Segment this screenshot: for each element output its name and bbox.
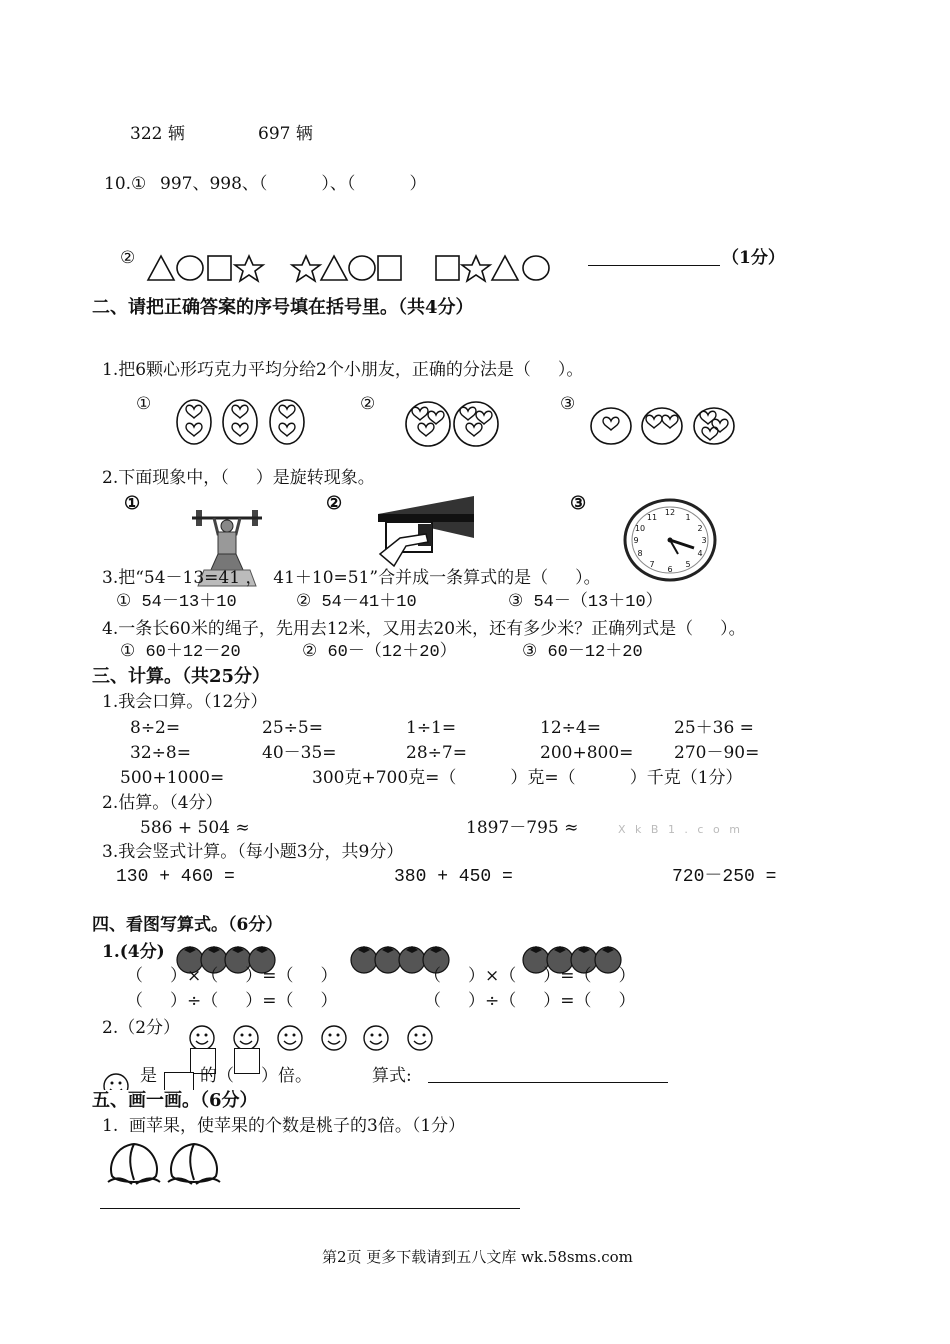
svg-text:4: 4 <box>697 549 703 558</box>
vertical-calc-3: 720－250 = <box>672 867 777 887</box>
s4-q2-label: 2.（2分） <box>102 1018 181 1038</box>
s4-q2-formula-label: 算式: <box>372 1066 412 1086</box>
drawing-line <box>100 1208 520 1209</box>
svg-text:10: 10 <box>634 524 646 533</box>
chocolate-groups-figure <box>170 398 740 448</box>
s4-q2-text-times: 的（ ）倍。 <box>200 1066 313 1086</box>
answer-line <box>588 265 720 266</box>
s4-q1-row1b: （ ）×（ ）=（ ） <box>424 966 636 986</box>
estimate-1: 586 + 504 ≈ <box>140 818 250 838</box>
s4-q1-row2a: （ ）÷（ ）=（ ） <box>126 991 338 1011</box>
q10-label: 10.① <box>104 174 147 194</box>
s2-q4-opt1: ① 60＋12－20 <box>120 643 241 662</box>
svg-text:6: 6 <box>667 565 673 574</box>
shape-sequence <box>146 254 566 284</box>
peach-pictures <box>106 1140 226 1186</box>
q10-sequence: 997、998、（ ）、（ ） <box>160 174 427 194</box>
section3-title: 三、计算。（共25分） <box>92 666 271 687</box>
s4-q1-label: 1.(4分) <box>102 942 165 962</box>
s2-q1-opt2: ② <box>360 394 376 414</box>
s2-q4-opt3: ③ 60－12＋20 <box>522 643 643 662</box>
svg-text:12: 12 <box>664 508 676 517</box>
svg-text:2: 2 <box>697 524 703 533</box>
s2-q4-opt2: ② 60－（12＋20） <box>302 643 457 662</box>
svg-text:7: 7 <box>649 560 655 569</box>
oral-calc: 270－90= <box>674 743 760 763</box>
svg-text:11: 11 <box>646 513 658 522</box>
s2-q4-text: 4.一条长60米的绳子，先用去12米，又用去20米，还有多少米？正确列式是（ ）。 <box>102 619 746 639</box>
oral-calc: 200+800= <box>540 743 634 763</box>
section5-title: 五、画一画。（6分） <box>92 1090 258 1111</box>
s2-q3-opt1: ① 54－13＋10 <box>116 593 237 612</box>
s4-q1-row2b: （ ）÷（ ）=（ ） <box>424 991 636 1011</box>
oral-calc: 1÷1= <box>406 718 457 738</box>
estimate-2: 1897－795 ≈ <box>466 818 579 838</box>
vertical-calc-1: 130 + 460 = <box>116 867 235 887</box>
oral-calc: 8÷2= <box>130 718 181 738</box>
oral-calc: 500+1000= <box>120 768 225 788</box>
s3-q1-title: 1.我会口算。（12分） <box>102 692 268 712</box>
svg-text:8: 8 <box>637 549 643 558</box>
car-count-b: 697 辆 <box>258 124 313 144</box>
drawer-picture <box>376 494 476 578</box>
vertical-calc-2: 380 + 450 = <box>394 867 513 887</box>
svg-text:9: 9 <box>633 536 639 545</box>
s2-q1-opt1: ① <box>136 394 152 414</box>
oral-calc: 40－35= <box>262 743 337 763</box>
oral-calc: 12÷4= <box>540 718 601 738</box>
clock-picture <box>622 498 718 582</box>
svg-text:1: 1 <box>685 513 691 522</box>
q10-2-label: ② <box>120 248 136 268</box>
s2-q3-text: 3.把“54－13=41 ， 41＋10=51”合并成一条算式的是（ ）。 <box>102 568 601 588</box>
unit-conversion: 300克+700克=（ ）克=（ ）千克（1分） <box>312 768 743 788</box>
s2-q2-opt2: ② <box>326 493 343 514</box>
s2-q2-text: 2.下面现象中，（ ）是旋转现象。 <box>102 468 375 488</box>
svg-text:3: 3 <box>701 536 707 545</box>
s2-q1-text: 1.把6颗心形巧克力平均分给2个小朋友，正确的分法是（ ）。 <box>102 360 584 380</box>
section4-title: 四、看图写算式。（6分） <box>92 915 283 935</box>
section2-title: 二、请把正确答案的序号填在括号里。（共4分） <box>92 297 474 318</box>
oral-calc: 32÷8= <box>130 743 191 763</box>
oral-calc: 25＋36 = <box>674 718 754 738</box>
page-footer: 第2页 更多下载请到五八文库 wk.58sms.com <box>322 1248 633 1266</box>
smiley-row <box>188 1024 438 1054</box>
s2-q2-opt1: ① <box>124 493 141 514</box>
car-count-a: 322 辆 <box>130 124 185 144</box>
s4-q1-row1a: （ ）×（ ）=（ ） <box>126 966 338 986</box>
q10-2-score: （1分） <box>722 248 785 268</box>
svg-text:5: 5 <box>685 560 691 569</box>
s4-q2-text-is: 是 <box>140 1066 157 1086</box>
s2-q3-opt2: ② 54－41＋10 <box>296 593 417 612</box>
s5-q1-text: 1. 画苹果，使苹果的个数是桃子的3倍。（1分） <box>102 1116 466 1136</box>
s2-q2-opt3: ③ <box>570 493 587 514</box>
s2-q3-opt3: ③ 54－（13＋10） <box>508 593 663 612</box>
s3-q2-title: 2.估算。（4分） <box>102 793 223 813</box>
s2-q1-opt3: ③ <box>560 394 576 414</box>
watermark: X k B 1 . c o m <box>618 823 743 836</box>
oral-calc: 28÷7= <box>406 743 467 763</box>
oral-calc: 25÷5= <box>262 718 323 738</box>
formula-line <box>428 1082 668 1083</box>
s3-q3-title: 3.我会竖式计算。（每小题3分，共9分） <box>102 842 404 862</box>
